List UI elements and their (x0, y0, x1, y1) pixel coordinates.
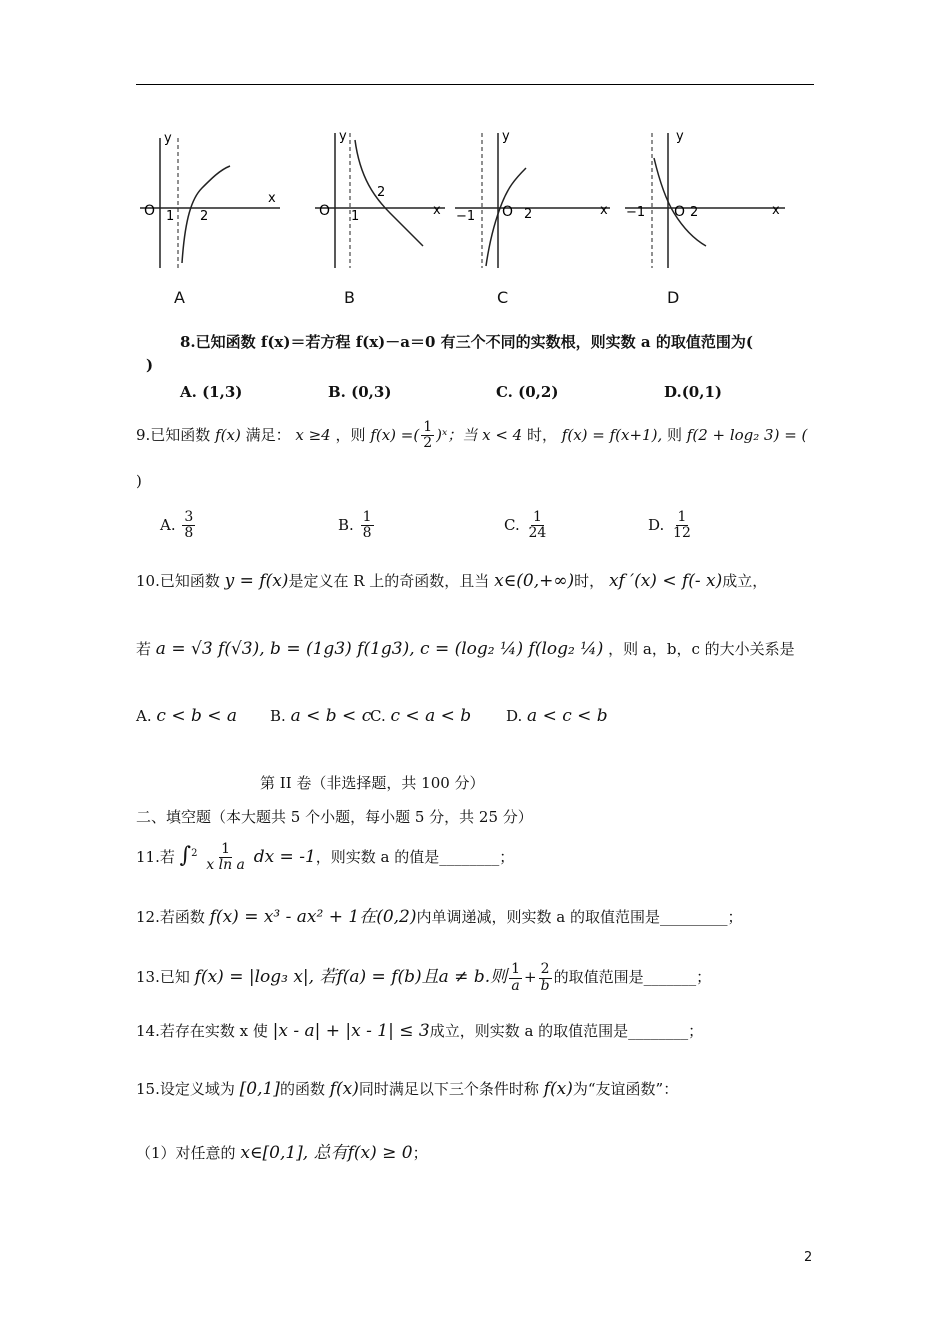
graph-d-y-label: y (676, 129, 684, 144)
q13-math: f(x) = |log₃ x|, 若f(a) = f(b)且a ≠ b.则 (194, 967, 508, 987)
q9-cond2: x < 4 (482, 425, 523, 444)
graph-options (130, 118, 810, 318)
q9-fx: f(x) (215, 425, 241, 444)
q10-cond: x∈(0,+∞) (494, 571, 575, 591)
cond1-prefix: （1）对任意的 (136, 1144, 236, 1162)
graph-c-tick-2: 2 (524, 207, 533, 222)
q15-tail: 为“友谊函数”： (572, 1080, 679, 1098)
q9-eq1-tail: )ˣ；当 (436, 425, 478, 444)
q15-mid2: 同时满足以下三个条件时称 (358, 1080, 539, 1098)
graph-c-y-label: y (502, 129, 510, 144)
graph-label-b: B (344, 288, 355, 307)
q15-line (136, 1078, 678, 1099)
q15-fx2: f(x) (543, 1079, 573, 1099)
graph-d (620, 118, 795, 278)
section2-sub: 二、填空题（本大题共 5 个小题，每小题 5 分，共 25 分） (136, 808, 533, 826)
q11-upper: 2 (191, 847, 198, 859)
q10-line2-tail: ，则 a，b，c 的大小关系是 (608, 640, 795, 658)
q10-option-d: D. a < c < b (506, 706, 608, 726)
q8-option-a: A. (1,3) (180, 383, 243, 401)
q9-eq2: f(x) = f(x+1), (561, 425, 663, 444)
graph-b-y-label: y (339, 129, 347, 144)
graph-b-x-label: x (433, 203, 441, 218)
q9-option-d: D. $\frac{1}{12}$ (648, 509, 691, 542)
graph-a-origin: O (144, 203, 156, 219)
q8-tail: ) (146, 356, 154, 374)
q10-line2-prefix: 若 (136, 640, 152, 658)
cond1-math: x∈[0,1], 总有f(x) ≥ 0 (240, 1143, 413, 1163)
graph-a-tick-2: 2 (200, 209, 209, 224)
header-rule (136, 84, 814, 85)
q11-prefix: 11.若 (136, 847, 175, 866)
graph-d-x-label: x (772, 203, 780, 218)
q9-option-a: A. $\frac{3}{8}$ (160, 509, 194, 542)
q11-line (136, 842, 514, 874)
graph-d-tick-neg1: −1 (626, 205, 646, 220)
q9-tail: ) (136, 472, 142, 490)
graph-a-x-label: x (268, 191, 276, 206)
graph-d-origin: O (674, 204, 686, 220)
graph-d-tick-2: 2 (690, 205, 699, 220)
graph-label-d: D (667, 288, 680, 307)
q9-line (136, 420, 807, 452)
graph-label-a: A (174, 288, 185, 307)
q10-line2 (136, 638, 795, 659)
q9-mid2: ，则 (335, 425, 366, 444)
q10-mid2: 时， (574, 572, 605, 590)
q10-option-b: B. a < b < c (270, 706, 372, 726)
q13-tail: 的取值范围是_______； (553, 968, 712, 986)
q9-half-fraction: $\frac{1}{2}$ (423, 419, 433, 452)
section2-title: 第 II 卷（非选择题，共 100 分） (260, 774, 485, 792)
graph-c-tick-neg1: −1 (456, 209, 476, 224)
q12-tail: 内单调递减，则实数 a 的取值范围是_________； (416, 908, 743, 926)
graph-b-origin: O (319, 203, 331, 219)
q9-option-b: B. $\frac{1}{8}$ (338, 509, 372, 542)
q11-tail-math: dx = -1 (253, 846, 316, 867)
q10-mid3: 成立， (722, 572, 768, 590)
graph-c-origin: O (502, 204, 514, 220)
q8-text: 8.已知函数 f(x)＝若方程 f(x)－a＝0 有三个不同的实数根，则实数 a 的取值范围为( (180, 333, 753, 351)
q8-option-c: C. (0,2) (496, 383, 559, 401)
graph-b-tick-1: 1 (351, 209, 360, 224)
q13-plus: + (524, 968, 537, 986)
q14-prefix: 14.若存在实数 x 使 (136, 1022, 268, 1040)
q9-prefix: 9.已知函数 (136, 425, 211, 444)
q15-fx1: f(x) (329, 1079, 359, 1099)
q9-mid1: 满足： (245, 425, 291, 444)
page-number: 2 (804, 1250, 813, 1265)
cond1-line (136, 1138, 428, 1163)
q12-math: f(x) = x³ - ax² + 1在(0,2) (209, 907, 417, 927)
q9-option-c: C. $\frac{1}{24}$ (504, 509, 547, 542)
q15-mid1: 的函数 (279, 1080, 325, 1098)
q11-fraction: $\frac{1}{\text{x ln a}}$ (206, 841, 245, 874)
graph-b-tick-2: 2 (377, 185, 386, 200)
q12-prefix: 12.若函数 (136, 908, 205, 926)
q11-tail: ，则实数 a 的值是________； (315, 847, 515, 866)
q10-ineq: xf ′(x) < f(- x) (608, 571, 723, 591)
cond1-tail: ； (412, 1144, 428, 1162)
q10-eq1: y = f(x) (224, 571, 289, 591)
q15-domain: [0,1] (239, 1079, 280, 1099)
integral-symbol: ∫ (179, 842, 192, 868)
q14-line (136, 1020, 703, 1041)
q14-tail: 成立，则实数 a 的取值范围是________； (429, 1022, 704, 1040)
q8-option-b: B. (0,3) (328, 383, 392, 401)
graph-a (130, 118, 290, 278)
graph-a-tick-1: 1 (166, 209, 175, 224)
graph-b (305, 118, 465, 278)
q13-line (136, 962, 711, 994)
q8-option-d: D.(0,1) (664, 383, 722, 401)
graph-a-y-label: y (164, 131, 172, 146)
q9-eq1: f(x) =( (370, 425, 420, 444)
q13-fraction-2: $\frac{2}{b}$ (540, 961, 550, 994)
q9-cond1: x ≥4 (295, 425, 331, 444)
q14-math: |x - a| + |x - 1| ≤ 3 (272, 1021, 430, 1041)
q13-prefix: 13.已知 (136, 968, 190, 986)
q9-eq3: f(2 + log₂ 3) = ( (686, 425, 808, 444)
q9-mid3: 时， (527, 425, 558, 444)
q12-line (136, 902, 742, 927)
q15-prefix: 15.设定义域为 (136, 1080, 235, 1098)
q10-option-c: C. c < a < b (370, 706, 472, 726)
q10-option-a: A. c < b < a (136, 706, 238, 726)
q10-line1 (136, 570, 767, 591)
q9-mid4: 则 (667, 425, 683, 444)
graph-label-c: C (497, 288, 509, 307)
graph-c-x-label: x (600, 203, 608, 218)
q13-fraction-1: $\frac{1}{a}$ (511, 961, 521, 994)
q10-line2-math: a = √3 f(√3), b = (1g3) f(1g3), c = (log₂ ¼) f(log₂ ¼) (155, 639, 604, 659)
q10-mid1: 是定义在 R 上的奇函数，且当 (288, 572, 490, 590)
q10-prefix: 10.已知函数 (136, 572, 220, 590)
graph-c (450, 118, 620, 278)
